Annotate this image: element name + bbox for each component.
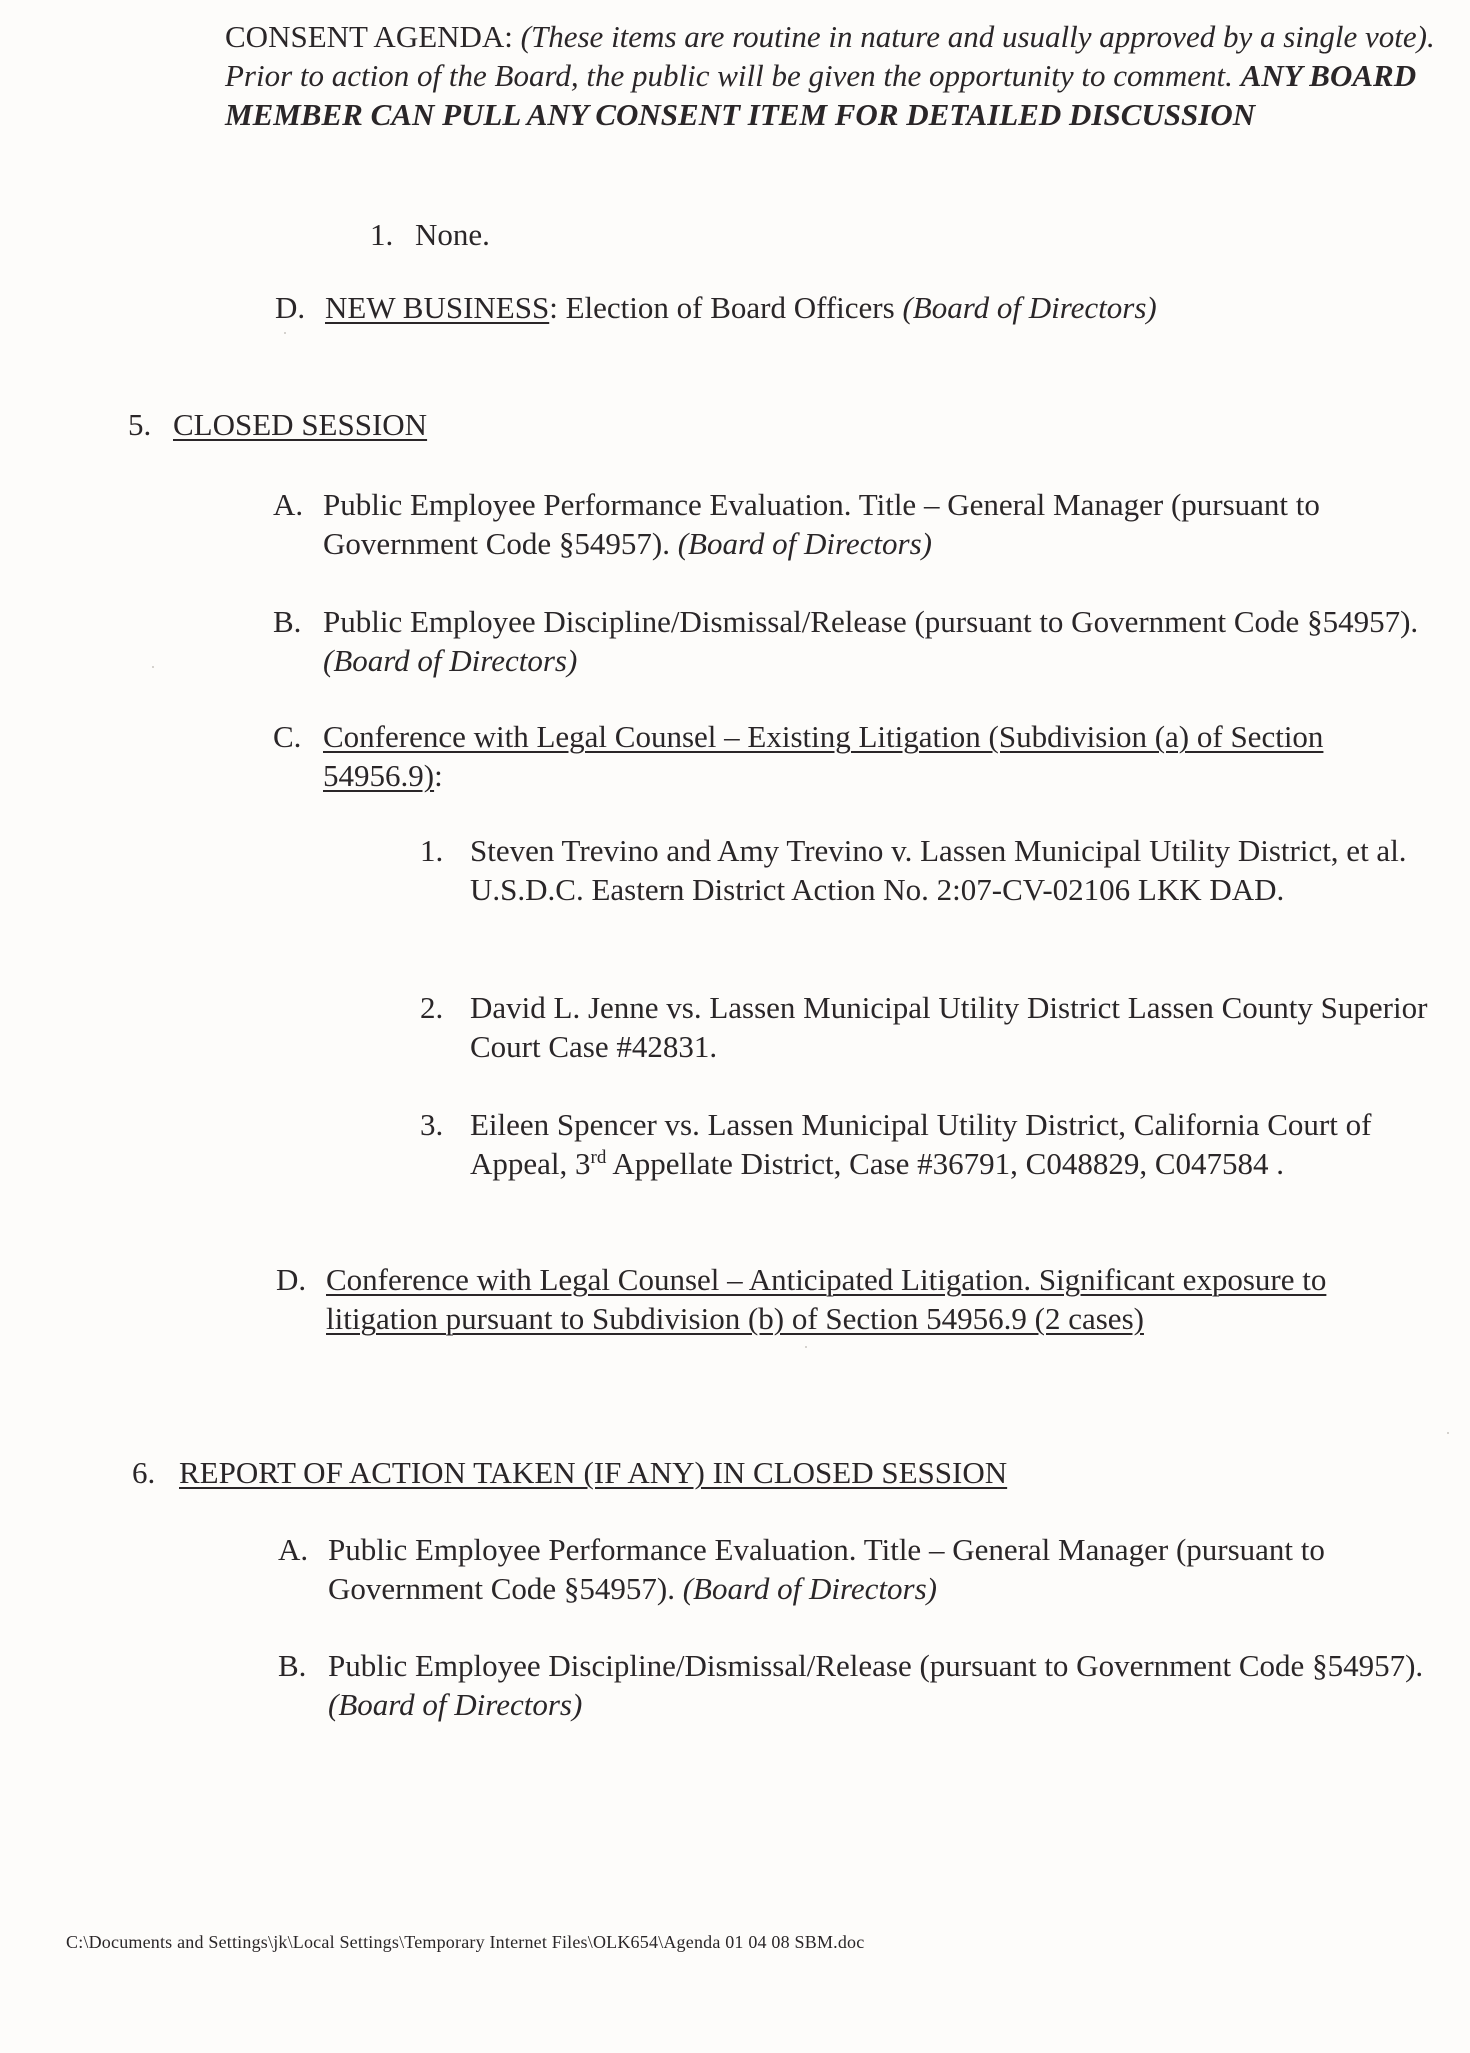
text-run: (Board of Directors) [323, 643, 578, 678]
closed-session-item-c [273, 717, 1403, 795]
consent-agenda-text [225, 17, 1450, 134]
report-action-item-a-text [328, 1530, 1428, 1608]
closed-session-item-d-text [326, 1260, 1401, 1338]
scan-speck [1447, 1432, 1449, 1434]
section-5-title: CLOSED SESSION [173, 407, 428, 442]
text-run: (Board of Directors) [328, 1687, 583, 1722]
consent-agenda-item [225, 17, 1450, 134]
text-run: CONSENT AGENDA: [225, 19, 521, 54]
litigation-case-3-text [470, 1105, 1445, 1183]
consent-item-1-text: None. [415, 217, 490, 252]
text-run: David L. Jenne vs. Lassen Municipal Utility District Lassen County Superior Court Case #42831. [470, 990, 1428, 1064]
text-run: (Board of Directors) [682, 1571, 938, 1606]
closed-session-item-c-marker: C. [273, 719, 302, 754]
text-run: Conference with Legal Counsel – Existing Litigation (Subdivision (a) of Section 54956.9) [323, 719, 1324, 793]
section-6-title: REPORT OF ACTION TAKEN (IF ANY) IN CLOSED SESSION [179, 1455, 1008, 1490]
footer-file-path: C:\Documents and Settings\jk\Local Settings\Temporary Internet Files\OLK654\Agenda 01 04 08 SBM.doc [66, 1932, 865, 1952]
text-run: Eileen Spencer vs. Lassen Municipal Utility District, California Court of Appeal, 3 [470, 1107, 1372, 1181]
litigation-case-1-marker: 1. [420, 833, 444, 868]
report-action-item-b-text [328, 1646, 1428, 1724]
text-run: : [434, 758, 443, 793]
report-action-item-b [278, 1646, 1428, 1724]
report-action-item-a-marker: A. [278, 1532, 309, 1567]
litigation-case-1 [420, 831, 1430, 909]
text-run: Public Employee Discipline/Dismissal/Release (pursuant to Government Code §54957). [323, 604, 1419, 639]
text-run: Appellate District, Case #36791, C048829, C047584 . [606, 1146, 1284, 1181]
closed-session-item-a-marker: A. [273, 487, 304, 522]
closed-session-item-b-text [323, 602, 1423, 680]
litigation-case-2 [420, 988, 1430, 1066]
report-action-item-a [278, 1530, 1428, 1608]
litigation-case-2-text [470, 988, 1430, 1066]
closed-session-item-d [276, 1260, 1401, 1338]
consent-item-1 [370, 215, 970, 254]
section-6-number: 6. [132, 1455, 156, 1490]
text-run: Public Employee Performance Evaluation. Title – General Manager (pursuant to Government Code §54957). [328, 1532, 1325, 1606]
closed-session-item-b [273, 602, 1423, 680]
text-run: Public Employee Discipline/Dismissal/Release (pursuant to Government Code §54957). [328, 1648, 1424, 1683]
text-run: NEW BUSINESS [325, 290, 550, 325]
consent-item-1-marker: 1. [370, 217, 394, 252]
scan-speck [152, 666, 154, 668]
closed-session-item-d-marker: D. [276, 1262, 307, 1297]
litigation-case-3-marker: 3. [420, 1107, 444, 1142]
text-run: (These items are routine in nature and usually approved by a single vote). Prior to action of the Board, the public will be given the opportunity to comment. [225, 19, 1435, 93]
text-run: Conference with Legal Counsel – Anticipated Litigation. Significant exposure to litigation pursuant to Subdivision (b) of Section 54956.9 (2 cases) [326, 1262, 1327, 1336]
new-business-marker: D. [275, 290, 306, 325]
text-run: (Board of Directors) [902, 290, 1157, 325]
closed-session-item-c-text [323, 717, 1403, 795]
section-5-heading [128, 405, 828, 444]
text-run: Steven Trevino and Amy Trevino v. Lassen Municipal Utility District, et al. U.S.D.C. Eastern District Action No. 2:07-CV-02106 LKK DAD. [470, 833, 1407, 907]
litigation-case-3 [420, 1105, 1445, 1183]
litigation-case-2-marker: 2. [420, 990, 444, 1025]
closed-session-item-a-text [323, 485, 1403, 563]
section-5-number: 5. [128, 407, 152, 442]
text-run: Public Employee Performance Evaluation. Title – General Manager (pursuant to Government Code §54957). [323, 487, 1320, 561]
new-business-item [275, 288, 1375, 327]
scan-speck [284, 332, 286, 334]
text-run: rd [590, 1147, 607, 1168]
new-business-text [325, 288, 1375, 327]
text-run: ANY BOARD MEMBER CAN PULL ANY CONSENT ITEM FOR DETAILED DISCUSSION [225, 58, 1417, 132]
closed-session-item-a [273, 485, 1403, 563]
scan-speck [805, 1346, 807, 1348]
section-6-heading [132, 1453, 1232, 1492]
report-action-item-b-marker: B. [278, 1648, 307, 1683]
text-run: : Election of Board Officers [549, 290, 903, 325]
litigation-case-1-text [470, 831, 1430, 909]
text-run: (Board of Directors) [677, 526, 933, 561]
closed-session-item-b-marker: B. [273, 604, 302, 639]
